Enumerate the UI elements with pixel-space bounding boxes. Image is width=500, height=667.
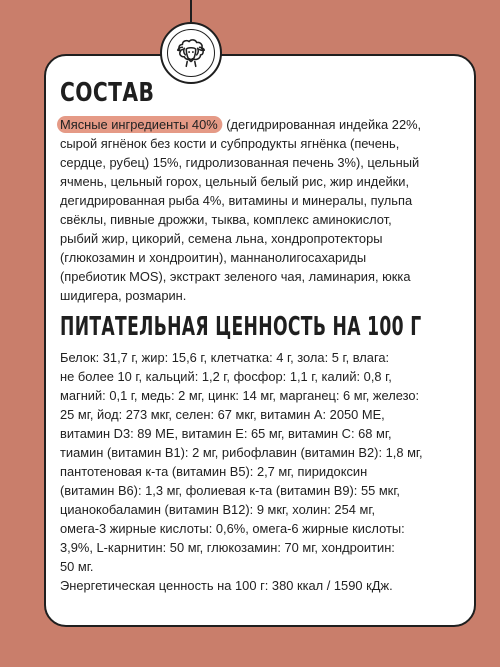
nutrition-line: пантотеновая к-та (витамин В5): 2,7 мг, пиридоксин [60, 464, 368, 479]
nutrition-line: витамин D3: 89 МЕ, витамин Е: 65 мг, витамин С: 68 мг, [60, 426, 392, 441]
composition-title: СОСТАВ [60, 78, 155, 108]
nutrition-line: тиамин (витамин В1): 2 мг, рибофлавин (витамин В2): 1,8 мг, [60, 445, 423, 460]
composition-line: (глюкозамин и хондроитин), маннанолигосахариды [60, 250, 367, 265]
composition-line: сырой ягнёнок без кости и субпродукты ягнёнка (печень, [60, 136, 400, 151]
energy-line: Энергетическая ценность на 100 г: 380 ккал / 1590 кДж. [60, 578, 393, 593]
hanger-line [190, 0, 192, 22]
sheep-icon [172, 34, 210, 72]
nutrition-line: 3,9%, L-карнитин: 50 мг, глюкозамин: 70 мг, хондроитин: [60, 540, 395, 555]
composition-line [60, 115, 464, 134]
nutrition-line: омега-3 жирные кислоты: 0,6%, омега-6 жирные кислоты: [60, 521, 405, 536]
nutrition-line: (витамин В6): 1,3 мг, фолиевая к-та (витамин В9): 55 мкг, [60, 483, 401, 498]
composition-line: рыбий жир, цикорий, семена льна, хондропротекторы [60, 231, 383, 246]
nutrition-line: цианокобаламин (витамин В12): 9 мкг, холин: 254 мг, [60, 502, 376, 517]
composition-line-rest: (дегидрированная индейка 22%, [222, 117, 422, 132]
nutrition-text [60, 348, 468, 595]
composition-line: дегидрированная рыба 4%, витамины и минералы, пульпа [60, 193, 413, 208]
nutrition-title: ПИТАТЕЛЬНАЯ ЦЕННОСТЬ НА 100 Г [60, 312, 422, 342]
composition-line: (пребиотик MOS), экстракт зеленого чая, ламинария, юкка [60, 269, 411, 284]
nutrition-line: не более 10 г, кальций: 1,2 г, фосфор: 1,1 г, калий: 0,8 г, [60, 369, 392, 384]
composition-line: шидигера, розмарин. [60, 288, 187, 303]
nutrition-line: 50 мг. [60, 559, 94, 574]
composition-line: ячмень, цельный горох, цельный белый рис, жир индейки, [60, 174, 410, 189]
sheep-badge [160, 22, 222, 84]
composition-line: сердце, рубец) 15%, гидролизованная печень 3%), цельный [60, 155, 420, 170]
nutrition-line: Белок: 31,7 г, жир: 15,6 г, клетчатка: 4 г, зола: 5 г, влага: [60, 350, 390, 365]
nutrition-line: 25 мг, йод: 273 мкг, селен: 67 мкг, витамин А: 2050 МЕ, [60, 407, 385, 422]
meat-ingredients-highlight: Мясные ингредиенты 40% [57, 116, 223, 133]
composition-line: свёклы, пивные дрожжи, тыква, комплекс аминокислот, [60, 212, 392, 227]
composition-text [60, 115, 468, 305]
nutrition-line: магний: 0,1 г, медь: 2 мг, цинк: 14 мг, марганец: 6 мг, железо: [60, 388, 420, 403]
